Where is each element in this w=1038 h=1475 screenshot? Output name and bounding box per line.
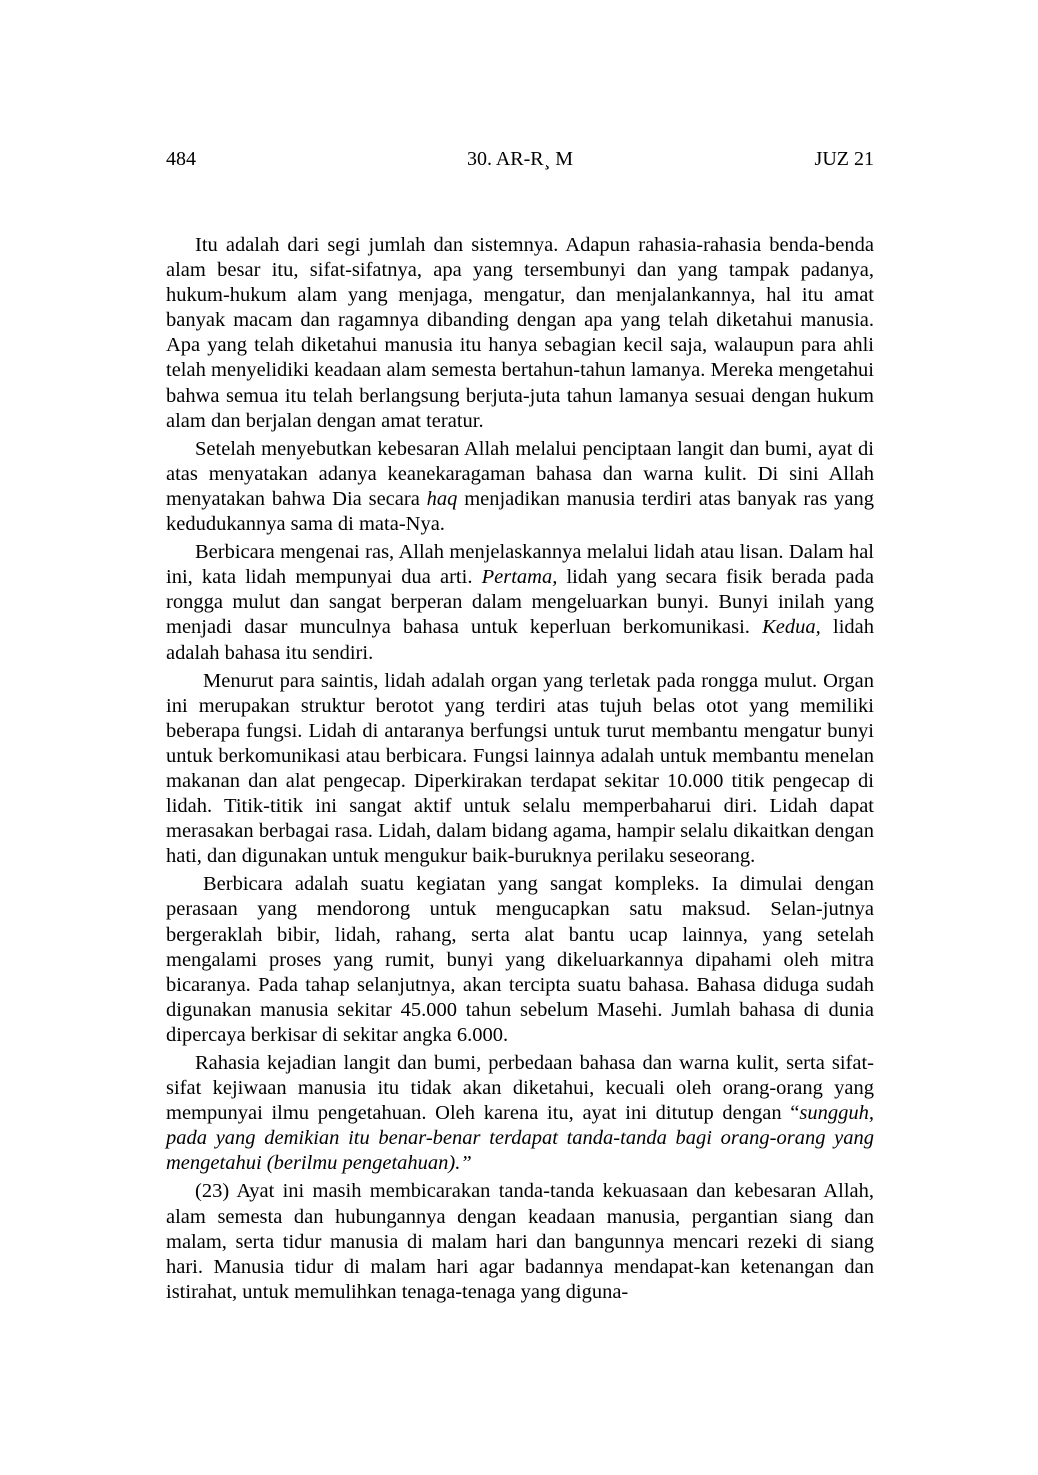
paragraph-2-text-b: menjadikan manusia terdiri atas banyak ras yang kedudukannya sama di mata-Nya. — [166, 487, 874, 536]
paragraph-4: Menurut para saintis, lidah adalah organ yang terletak pada rongga mulut. Organ ini merupakan struktur berotot yang terdiri atas tujuh belas otot yang memiliki beberapa fungsi. Lidah di antaranya berfungsi untuk turut membantu mengatur bunyi untuk berkomunikasi atau berbicara. Fungsi lainnya adalah untuk membantu menelan makanan dan alat pengecap. Diperkirakan terdapat sekitar 10.000 titik pengecap di lidah. Titik-titik ini sangat aktif untuk selalu memperbaharui diri. Lidah dapat merasakan berbagai rasa. Lidah, dalam bidang agama, hampir selalu dikaitkan dengan hati, dan digunakan untuk mengukur baik-buruknya perilaku seseorang. — [166, 669, 874, 868]
paragraph-3-text-b: lidah yang secara fisik berada pada rongga mulut dan sangat berperan dalam mengeluarkan bunyi. Bunyi inilah yang menjadi dasar munculnya bahasa untuk keperluan berkomunikasi. — [166, 566, 874, 639]
paragraph-3-italic-a: Pertama, — [481, 566, 558, 589]
page-number: 484 — [166, 148, 196, 170]
paragraph-3-italic-b: Kedua, — [762, 616, 821, 639]
paragraph-3-text-c: lidah adalah bahasa itu sendiri. — [166, 616, 874, 664]
juz-label: JUZ 21 — [814, 148, 874, 170]
paragraph-1: Itu adalah dari segi jumlah dan sistemnya. Adapun rahasia-rahasia benda-benda alam besar itu, sifat-sifatnya, apa yang tersembunyi dan yang tampak padanya, hukum-hukum alam yang menjaga, mengatur, dan menjalankannya, hal itu amat banyak macam dan ragamnya dibanding dengan apa yang telah diketahui manusia. Apa yang telah diketahui manusia itu hanya sebagian kecil saja, walaupun para ahli telah menyelidiki keadaan alam semesta bertahun-tahun lamanya. Mereka mengetahui bahwa semua itu telah berlangsung berjuta-juta tahun lamanya sesuai dengan hukum alam dan berjalan dengan amat teratur. — [166, 234, 874, 432]
paragraph-6-italic: sungguh, pada yang demikian itu benar-benar terdapat tanda-tanda bagi orang-orang yang mengetahui (berilmu pengetahuan).” — [166, 1102, 874, 1175]
paragraph-6 — [166, 1051, 874, 1176]
paragraph-6-text-a: Rahasia kejadian langit dan bumi, perbedaan bahasa dan warna kulit, serta sifat-sifat kejiwaan manusia itu tidak akan diketahui, kecuali oleh orang-orang yang mempunyai ilmu pengetahuan. Oleh karena itu, ayat ini ditutup dengan “ — [166, 1052, 874, 1125]
paragraph-2 — [166, 437, 874, 537]
body-text — [166, 233, 874, 1305]
paragraph-5: Berbicara adalah suatu kegiatan yang sangat kompleks. Ia dimulai dengan perasaan yang mendorong untuk mengucapkan satu maksud. Selan-jutnya bergeraklah bibir, lidah, rahang, serta alat bantu ucap lainnya, yang setelah mengalami proses yang rumit, bunyi yang dikeluarkannya dipahami oleh mitra bicaranya. Pada tahap selanjutnya, akan tercipta suatu bahasa. Bahasa diduga sudah digunakan manusia sekitar 45.000 tahun sebelum Masehi. Jumlah bahasa di dunia dipercaya berkisar di sekitar angka 6.000. — [166, 873, 874, 1046]
paragraph-7: (23) Ayat ini masih membicarakan tanda-tanda kekuasaan dan kebesaran Allah, alam semesta dan hubungannya dengan keadaan manusia, pergantian siang dan malam, serta tidur manusia di malam hari dan bangunnya mencari rezeki di siang hari. Manusia tidur di malam hari agar badannya mendapat-kan ketenangan dan istirahat, untuk memulihkan tenaga-tenaga yang diguna- — [166, 1180, 874, 1303]
chapter-title: 30. AR-R¸ M — [466, 148, 574, 170]
running-header — [166, 146, 874, 172]
paragraph-2-italic: haq — [426, 487, 458, 510]
paragraph-2-text-a: Setelah menyebutkan kebesaran Allah melalui penciptaan langit dan bumi, ayat di atas menyatakan adanya keanekaragaman bahasa dan warna kulit. Di sini Allah menyatakan bahwa Dia secara — [166, 437, 874, 510]
paragraph-3 — [166, 540, 874, 665]
paragraph-3-text-a: Berbicara mengenai ras, Allah menjelaskannya melalui lidah atau lisan. Dalam hal ini, kata lidah mempunyai dua arti. — [166, 541, 874, 589]
